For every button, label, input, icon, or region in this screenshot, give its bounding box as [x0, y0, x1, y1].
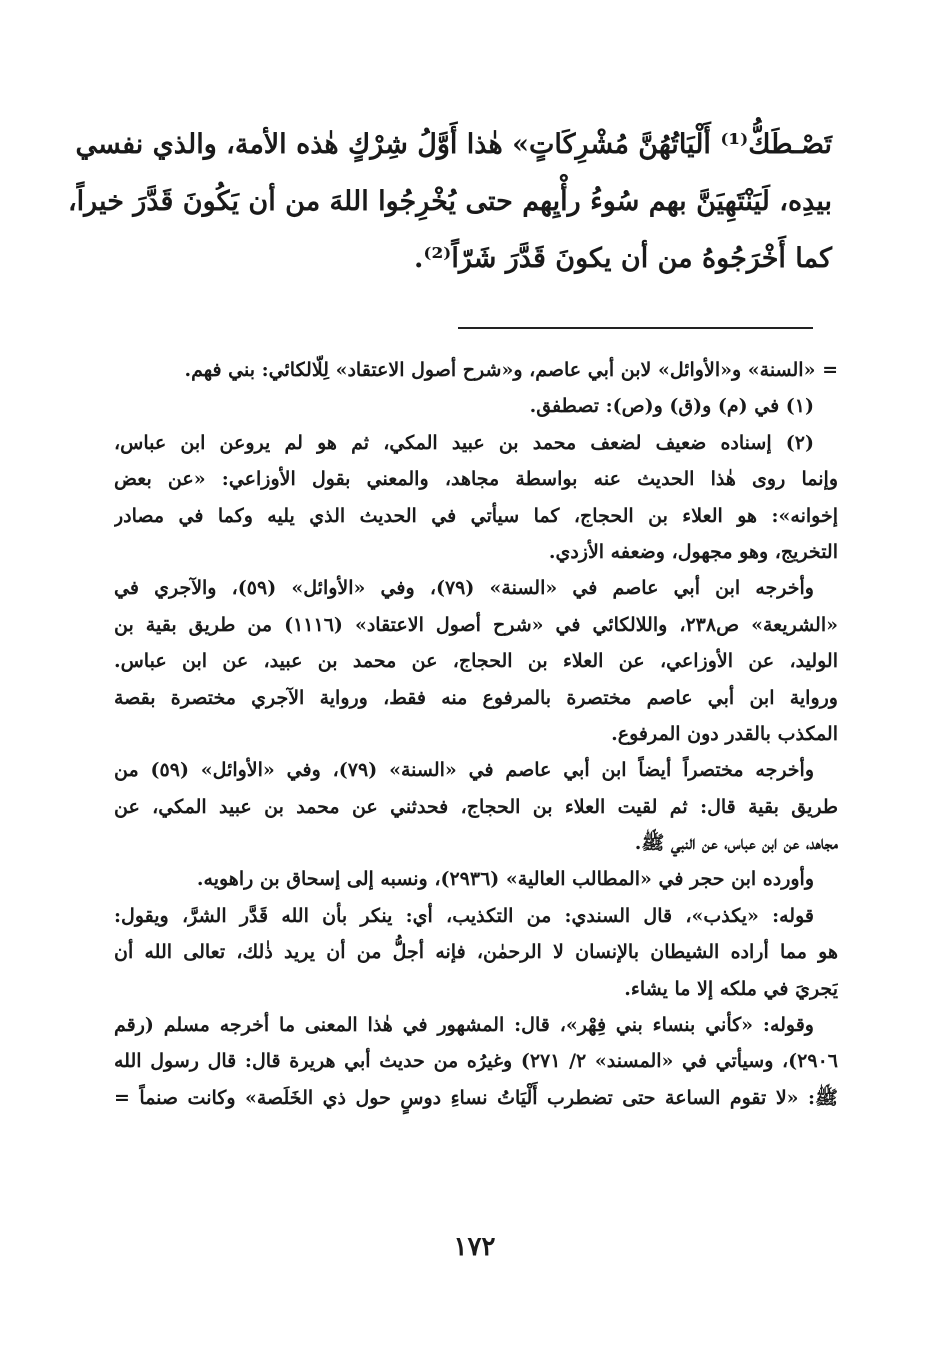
footnote-2-line: المكذب بالقدر دون المرفوع.: [611, 722, 838, 745]
footnote-2-line: يَجريَ في ملكه إلا ما يشاء.: [624, 977, 838, 1000]
page-number: ١٧٢: [453, 1232, 496, 1262]
footnote-2-line: وقوله: «كأني بنساء بني فِهْر»، قال: المشهور في هٰذا المعنى ما أخرجه مسلم (رقم: [114, 1014, 814, 1037]
footnote-2-line: هو مما أراده الشيطان بالإنسان لا الرحمٰن، فإنه أجلُّ من أن يريد ذٰلك، تعالى الله أن: [114, 941, 838, 964]
footnote-2-line: ٢٩٠٦)، وسيأتي في «المسند» ٢/ ٢٧١) وغيرُه من حديث أبي هريرة قال: قال رسول الله: [114, 1050, 838, 1073]
main-text-line: تَصْـطَكُّ⁽¹⁾ أَلْيَاتُهُنَّ مُشْرِكَاتٍ» هٰذا أَوَّلُ شِرْكٍ هٰذه الأمة، والذي نفسي: [75, 129, 832, 160]
footnote-2-line: مجاهد، عن ابن عباس، عن النبي ﷺ.: [634, 832, 838, 855]
footnotes-block: [114, 352, 838, 1116]
footnote-2-line: وأخرجه ابن أبي عاصم في «السنة» (٧٩)، وفي «الأوائل» (٥٩)، والآجري في: [114, 577, 814, 600]
footnote-2-line: وإنما روى هٰذا الحديث عنه بواسطة مجاهد، والمعني بقول الأوزاعي: «عن بعض: [114, 468, 838, 491]
footnote-2-line: طريق بقية قال: ثم لقيت العلاء بن الحجاج، فحدثني عن محمد بن عبيد المكي، عن: [114, 795, 838, 818]
main-text-line: كما أَخْرَجُوهُ من أن يكونَ قَدَّرَ شَرّاً⁽²⁾.: [414, 243, 832, 274]
footnote-2-line: إخوانه»: هو العلاء بن الحجاج، كما سيأتي في الحديث الذي يليه وكما في مصادر: [114, 504, 838, 527]
footnote-continuation-line: = «السنة» و«الأوائل» لابن أبي عاصم، و«شرح أصول الاعتقاد» لِلّالكائي: بني فهم.: [184, 359, 838, 381]
footnote-2-line: وأخرجه مختصراً أيضاً ابن أبي عاصم في «السنة» (٧٩)، وفي «الأوائل» (٥٩) من: [114, 759, 815, 782]
footnote-2-line: قوله: «يكذب»، قال السندي: من التكذيب، أي: ينكر بأن الله قَدَّر الشرَّ، ويقول:: [114, 904, 814, 927]
footnote-2-line: (٢) إسناده ضعيف لضعف محمد بن عبيد المكي، ثم هو لم يروعن ابن عباس،: [114, 431, 814, 454]
footnote-separator: [458, 327, 813, 329]
footnote-2-line: «الشريعة» ص٢٣٨، واللالكائي في «شرح أصول الاعتقاد» (١١١٦) من طريق بقية بن: [114, 613, 838, 636]
footnote-2-line: وأورده ابن حجر في «المطالب العالية» (٢٩٣٦)، ونسبه إلى إسحاق بن راهويه.: [196, 868, 814, 891]
footnote-2-line: التخريج، وهو مجهول، وضعفه الأزدي.: [548, 540, 838, 563]
footnote-2-line: ورواية ابن أبي عاصم مختصرة بالمرفوع منه فقط، ورواية الآجري مختصرة بقصة: [114, 686, 838, 709]
footnote-2-line: الوليد، عن الأوزاعي، عن العلاء بن الحجاج، عن محمد بن عبيد، عن ابن عباس.: [114, 650, 838, 673]
footnote-2-line: ﷺ: «لا تقوم الساعة حتى تضطرب أَلْيَاتُ نساءِ دوسٍ حول ذي الخَلَصة» وكانت صنماً =: [114, 1086, 838, 1109]
footnote-1: (١) في (م) و(ق) و(ص): تصطفق.: [529, 395, 814, 418]
main-text-line: بيدِه، لَيَنْتَهِيَنَّ بهم سُوءُ رأْيِهم حتى يُخْرِجُوا اللهَ من أن يَكُونَ قَدَّرَ خيراً،: [67, 186, 832, 217]
main-text-block: [67, 116, 832, 287]
